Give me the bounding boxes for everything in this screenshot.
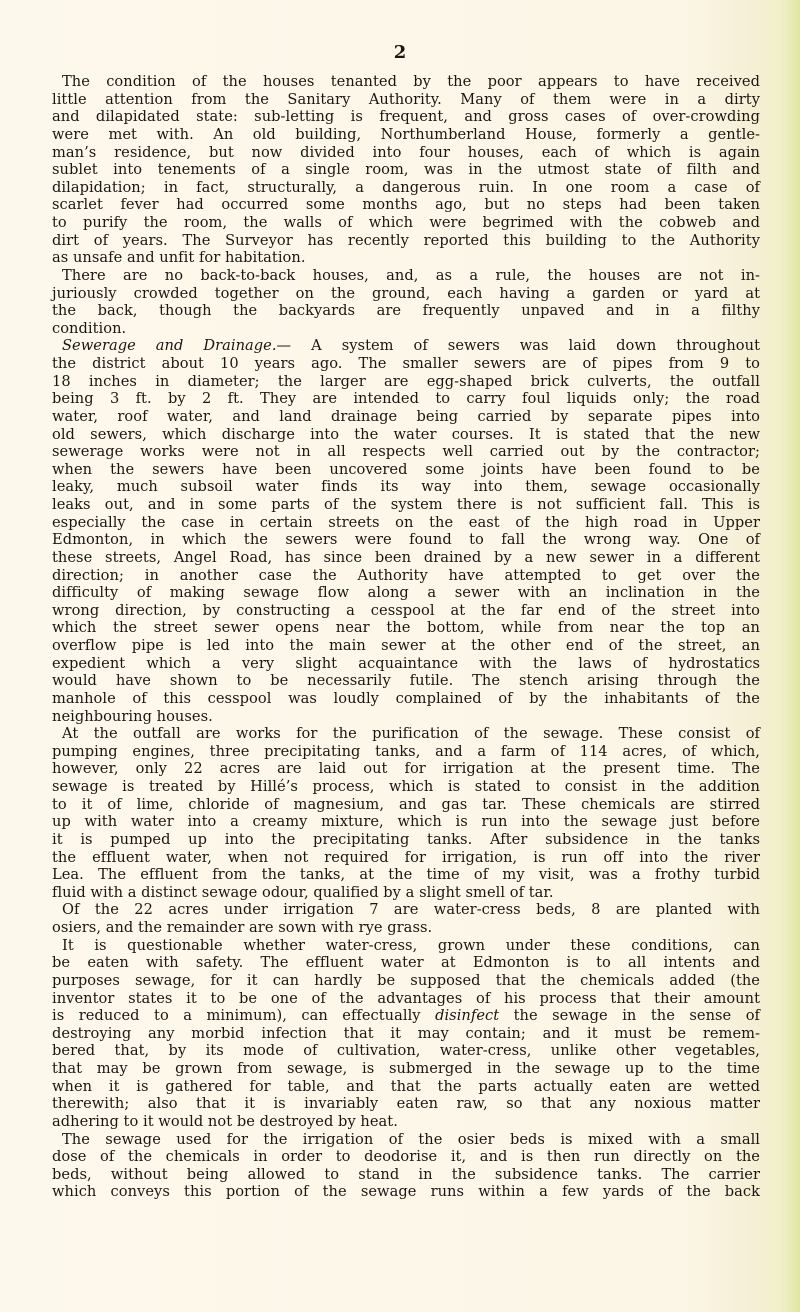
text-line-segment: man’s residence, but now divided into four houses, each of which is again [52,143,760,161]
text-line [52,1025,760,1043]
text-line [52,302,760,320]
text-line-segment: little attention from the Sanitary Authority. Many of them were in a dirty [52,90,760,108]
text-line-segment: At the outfall are works for the purification of the sewage. These consist of [62,725,760,743]
text-line [52,461,760,479]
text-line-segment: be eaten with safety. The effluent water at Edmonton is to all intents and [52,954,760,972]
text-line [52,1007,760,1025]
text-line-segment: pumping engines, three precipitating tanks, and a farm of 114 acres, of which, [52,742,760,760]
text-line [52,972,760,990]
text-line-segment: to purify the room, the walls of which were begrimed with the cobweb and [52,214,760,231]
text-line-segment: dirt of years. The Surveyor has recently reported this building to the Authority [52,231,760,249]
text-line [52,655,760,673]
text-line-segment: sewerage works were not in all respects well carried out by the contractor; [52,443,760,461]
text-line [52,1148,760,1166]
text-line-segment: purposes sewage, for it can hardly be supposed that the chemicals added (the [52,971,760,989]
text-line-segment: the sewage in the sense of [499,1007,760,1025]
text-line [52,990,760,1008]
text-line-segment: — A system of sewers was laid down throughout [276,337,760,355]
text-line [52,285,760,303]
text-line [52,514,760,532]
text-line-segment: direction; in another case the Authority have attempted to get over the [52,566,760,584]
text-line [52,478,760,496]
text-line-segment: the district about 10 years ago. The smaller sewers are of pipes from 9 to [52,355,760,372]
text-line [52,602,760,620]
text-line-segment: dilapidation; in fact, structurally, a dangerous ruin. In one room a case of [52,178,760,196]
text-line-segment: 18 inches in diameter; the larger are egg-shaped brick culverts, the outfall [52,372,760,390]
text-line-segment: Lea. The effluent from the tanks, at the time of my visit, was a frothy turbid [52,866,760,884]
text-line [52,1042,760,1060]
text-line [52,567,760,585]
text-line-segment: adhering to it would not be destroyed by heat. [52,1112,398,1130]
text-line [52,796,760,814]
text-line [52,708,760,726]
text-line-segment: which the street sewer opens near the bottom, while from near the top an [52,619,760,637]
text-line [52,73,760,91]
text-line [52,549,760,567]
text-line-segment: up with water into a creamy mixture, which is run into the sewage just before [52,813,760,831]
text-line [52,831,760,849]
text-line [52,954,760,972]
text-line [52,496,760,514]
text-line [52,1095,760,1113]
text-line-segment: the effluent water, when not required for irrigation, is run off into the river [52,848,760,866]
text-line-segment: which conveys this portion of the sewage runs within a few yards of the back [52,1183,760,1201]
text-line [52,849,760,867]
text-line-segment: difficulty of making sewage flow along a sewer with an inclination in the [52,584,760,602]
text-line [52,778,760,796]
text-line-segment: as unsafe and unfit for habitation. [52,249,306,267]
text-line-segment: destroying any morbid infection that it may contain; and it must be remem- [52,1024,760,1042]
text-line-segment: and dilapidated state: sub-letting is frequent, and gross cases of over-crowding [52,108,760,126]
text-line [52,584,760,602]
text-line [52,267,760,285]
text-line-segment: The condition of the houses tenanted by the poor appears to have received [62,73,760,90]
text-line [52,426,760,444]
text-line-segment: scarlet fever had occurred some months ago, but no steps had been taken [52,196,760,214]
text-line [52,161,760,179]
text-line [52,901,760,919]
text-line-segment: wrong direction, by constructing a cesspool at the far end of the street into [52,601,760,619]
text-line-segment: therewith; also that it is invariably eaten raw, so that any noxious matter [52,1095,760,1113]
page-edge-discoloration [780,0,800,1312]
text-line-segment: especially the case in certain streets on the east of the high road in Upper [52,513,760,531]
text-line-segment: however, only 22 acres are laid out for irrigation at the present time. The [52,760,760,778]
text-line [52,214,760,232]
text-line [52,725,760,743]
text-line [52,108,760,126]
text-line-segment: It is questionable whether water-cress, grown under these conditions, can [62,936,760,954]
text-line [52,373,760,391]
text-line-segment: dose of the chemicals in order to deodorise it, and is then run directly on the [52,1148,760,1166]
text-line-segment: manhole of this cesspool was loudly complained of by the inhabitants of the [52,689,760,707]
text-line [52,637,760,655]
text-line-segment: that may be grown from sewage, is submerged in the sewage up to the time [52,1060,760,1077]
text-line [52,1131,760,1149]
text-line-segment: The sewage used for the irrigation of the osier beds is mixed with a small [62,1130,760,1148]
text-line-segment: There are no back-to-back houses, and, as a rule, the houses are not in- [62,266,760,284]
text-line [52,232,760,250]
italic-text: disinfect [435,1007,500,1025]
text-line [52,320,760,338]
body-text [52,73,760,1201]
text-line-segment: expedient which a very slight acquaintance with the laws of hydrostatics [52,654,760,672]
text-line [52,179,760,197]
text-line [52,91,760,109]
text-line-segment: juriously crowded together on the ground, each having a garden or yard at [52,284,760,302]
text-line-segment: beds, without being allowed to stand in the subsidence tanks. The carrier [52,1165,760,1183]
italic-text: Sewerage and Drainage. [62,337,277,355]
text-line-segment: leaky, much subsoil water finds its way into them, sewage occasionally [52,478,760,496]
text-line-segment: being 3 ft. by 2 ft. They are intended to carry foul liquids only; the road [52,390,760,408]
text-line [52,249,760,267]
text-line-segment: condition. [52,319,127,337]
text-line-segment: these streets, Angel Road, has since been drained by a new sewer in a different [52,548,760,566]
text-line-segment: when the sewers have been uncovered some joints have been found to be [52,460,760,478]
text-line-segment: Edmonton, in which the sewers were found to fall the wrong way. One of [52,531,760,549]
text-line-segment: water, roof water, and land drainage being carried by separate pipes into [52,407,760,425]
text-line-segment: sublet into tenements of a single room, was in the utmost state of filth and [52,161,760,179]
text-line-segment: were met with. An old building, Northumberland House, formerly a gentle- [52,125,760,143]
text-line-segment: to it of lime, chloride of magnesium, and gas tar. These chemicals are stirred [52,795,760,813]
text-line-segment: is reduced to a minimum), can effectually [52,1007,436,1025]
text-line [52,1166,760,1184]
text-line [52,443,760,461]
text-line-segment: the back, though the backyards are frequently unpaved and in a filthy [52,302,760,320]
text-line [52,1060,760,1078]
text-line-segment: old sewers, which discharge into the water courses. It is stated that the new [52,425,760,443]
text-line-segment: leaks out, and in some parts of the system there is not sufficient fall. This is [52,496,760,513]
text-line [52,672,760,690]
text-line [52,1183,760,1201]
text-line-segment: bered that, by its mode of cultivation, water-cress, unlike other vegetables, [52,1042,760,1060]
text-line [52,937,760,955]
text-line [52,690,760,708]
text-line-segment: sewage is treated by Hillé’s process, which is stated to consist in the addition [52,778,760,795]
text-line-segment: Of the 22 acres under irrigation 7 are water-cress beds, 8 are planted with [62,901,760,919]
text-line [52,126,760,144]
text-line-segment: osiers, and the remainder are sown with rye grass. [52,919,433,936]
text-line [52,619,760,637]
text-line-segment: overflow pipe is led into the main sewer at the other end of the street, an [52,637,760,654]
text-line [52,866,760,884]
text-line [52,408,760,426]
text-line [52,531,760,549]
text-line [52,813,760,831]
text-line-segment: neighbouring houses. [52,707,213,725]
text-line [52,884,760,902]
text-line [52,919,760,937]
text-line-segment: it is pumped up into the precipitating tanks. After subsidence in the tanks [52,830,760,848]
text-line-segment: fluid with a distinct sewage odour, qualified by a slight smell of tar. [52,883,554,901]
page-number: 2 [393,42,407,63]
text-line-segment: would have shown to be necessarily futile. The stench arising through the [52,672,760,690]
text-line [52,355,760,373]
text-line [52,337,760,355]
text-line [52,1113,760,1131]
text-line [52,196,760,214]
text-line [52,1078,760,1096]
text-line [52,144,760,162]
text-line-segment: inventor states it to be one of the advantages of his process that their amount [52,989,760,1007]
text-line [52,760,760,778]
text-line [52,743,760,761]
text-line-segment: when it is gathered for table, and that the parts actually eaten are wetted [52,1077,760,1095]
text-line [52,390,760,408]
